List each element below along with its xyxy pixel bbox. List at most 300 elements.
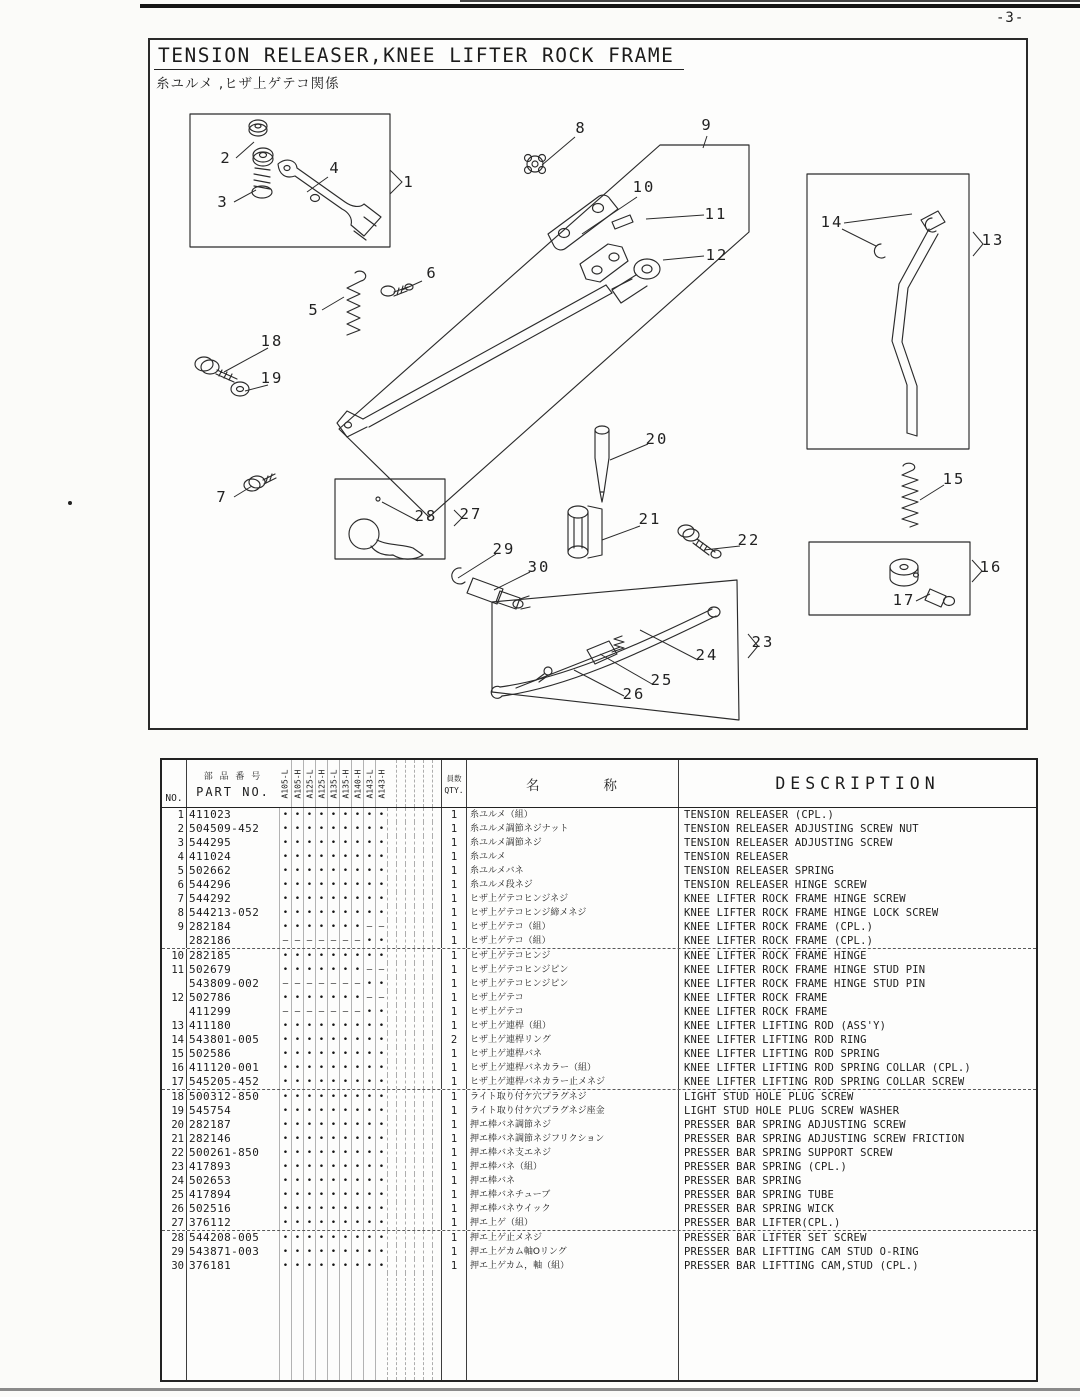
unused-cell [414,1090,423,1104]
row-no: 22 [171,1147,184,1159]
unused-cell [405,1061,414,1075]
part-number: 502786 [186,991,279,1005]
unused-cell [405,1075,414,1089]
filler [162,1273,186,1380]
part-description: TENSION RELEASER [678,850,1036,864]
quantity: 1 [441,1118,466,1132]
callout-number-18: 18 [260,332,284,350]
filler [351,1273,363,1380]
header-name-jp: 名 称 [466,760,678,807]
applicability-mark: • [315,1118,327,1132]
applicability-mark: • [375,977,387,991]
unused-cell [396,1061,405,1075]
applicability-mark: • [351,1061,363,1075]
unused-cell [423,1245,432,1259]
part-number: 411023 [186,808,279,822]
applicability-mark: • [279,1047,291,1061]
row-no: 1 [177,809,184,821]
unused-cell [387,1174,396,1188]
filler [339,1273,351,1380]
unused-cell [387,920,396,934]
applicability-mark: • [351,949,363,963]
applicability-mark: • [327,906,339,920]
unused-cell [423,808,432,822]
unused-cell [387,808,396,822]
part-name-jp: 糸ユルメ段ネジ [466,878,678,892]
applicability-mark: • [339,1245,351,1259]
part-description: TENSION RELEASER ADJUSTING SCREW [678,836,1036,850]
unused-cell [423,836,432,850]
applicability-mark: • [363,1231,375,1245]
applicability-mark: • [291,878,303,892]
applicability-mark: • [279,822,291,836]
table-row [162,864,1036,878]
quantity: 1 [441,1090,466,1104]
unused-cell [432,850,441,864]
part-description: PRESSER BAR LIFTER(CPL.) [678,1216,1036,1230]
filler [396,1273,405,1380]
applicability-mark: • [315,1202,327,1216]
row-no: 29 [171,1246,184,1258]
hinge-screw-drawing [381,284,413,296]
unused-cell [423,1061,432,1075]
quantity: 1 [441,1061,466,1075]
row-no: 8 [177,907,184,919]
part-number: 411120-001 [186,1061,279,1075]
applicability-mark: • [363,934,375,948]
unused-cell [414,1118,423,1132]
unused-cell [423,822,432,836]
applicability-mark: • [279,963,291,977]
applicability-mark: • [303,1160,315,1174]
unused-cell [387,977,396,991]
model-column-a143-h [375,760,387,807]
unused-cell [432,1047,441,1061]
unused-cell [414,850,423,864]
table-row [162,1005,1036,1019]
unused-cell [414,1047,423,1061]
callout-number-2: 2 [220,149,232,167]
table-row [162,991,1036,1005]
applicability-mark: • [327,1047,339,1061]
unused-cell [414,1104,423,1118]
model-column-label: A135-L [329,769,338,798]
applicability-mark: • [291,1231,303,1245]
row-no: 28 [171,1232,184,1244]
part-name-jp: 押エ棒バネ [466,1174,678,1188]
quantity: 1 [441,991,466,1005]
filler [186,1273,279,1380]
part-name-jp: ヒザ上ゲテコヒンジ [466,949,678,963]
applicability-mark: • [315,1033,327,1047]
unused-cell [432,1033,441,1047]
quantity: 1 [441,934,466,948]
unused-cell [387,1005,396,1019]
part-number: 544295 [186,836,279,850]
applicability-mark: • [279,1259,291,1273]
unused-cell [405,1090,414,1104]
applicability-mark: • [279,949,291,963]
unused-cell [387,991,396,1005]
applicability-mark: • [327,892,339,906]
unused-cell [423,1075,432,1089]
unused-cell [396,1231,405,1245]
quantity: 1 [441,1075,466,1089]
part-name-jp: 押エ上ゲ止メネジ [466,1231,678,1245]
part-name-jp: 糸ユルメ調節ネジナット [466,822,678,836]
applicability-mark: • [291,1104,303,1118]
unused-cell [423,1231,432,1245]
applicability-mark: • [291,1047,303,1061]
applicability-mark: – [279,977,291,991]
unused-cell [432,1259,441,1273]
filler [414,1273,423,1380]
unused-cell [423,1104,432,1118]
applicability-mark: – [315,934,327,948]
quantity: 1 [441,1259,466,1273]
unused-column [405,760,414,807]
part-description: TENSION RELEASER SPRING [678,864,1036,878]
part-name-jp: ヒザ上ゲテコヒンジ締メネジ [466,906,678,920]
row-no: 23 [171,1161,184,1173]
applicability-mark: • [375,878,387,892]
filler [303,1273,315,1380]
row-no: 2 [177,823,184,835]
page-bottom-rule [0,1388,1080,1391]
unused-cell [387,864,396,878]
inset-box-item1 [190,114,390,247]
row-no [162,977,186,991]
unused-cell [396,1146,405,1160]
applicability-mark: – [279,1005,291,1019]
part-description: PRESSER BAR SPRING TUBE [678,1188,1036,1202]
filler [441,1273,466,1380]
table-row [162,1090,1036,1104]
unused-cell [432,836,441,850]
unused-cell [423,850,432,864]
part-number: 502516 [186,1202,279,1216]
unused-cell [405,963,414,977]
table-row [162,1245,1036,1259]
applicability-mark: • [351,1146,363,1160]
table-row [162,1231,1036,1245]
row-no: 12 [171,992,184,1004]
applicability-mark: • [303,1033,315,1047]
applicability-mark: • [375,1047,387,1061]
knee-rod-assembly-drawing [491,607,720,698]
part-number: 282186 [186,934,279,948]
part-name-jp: 押エ棒バネ支エネジ [466,1146,678,1160]
lifting-rod-drawing [892,211,945,436]
unused-cell [423,1146,432,1160]
unused-cell [432,1174,441,1188]
applicability-mark: • [339,1090,351,1104]
applicability-mark: • [363,1160,375,1174]
applicability-mark: • [279,1132,291,1146]
unused-cell [423,1005,432,1019]
header-qty [441,760,466,807]
table-row [162,850,1036,864]
applicability-mark: • [339,864,351,878]
applicability-mark: – [351,934,363,948]
diagram-title-japanese: 糸ユルメ ,ヒザ上ゲテコ関係 [156,76,340,92]
unused-cell [405,1174,414,1188]
unused-cell [396,1202,405,1216]
spring-friction-drawing [568,506,602,558]
part-number: 500312-850 [186,1090,279,1104]
part-number: 282187 [186,1118,279,1132]
unused-cell [432,949,441,963]
filler [375,1273,387,1380]
applicability-mark: • [363,1118,375,1132]
applicability-mark: • [279,1245,291,1259]
applicability-mark: • [315,1090,327,1104]
part-name-jp: ヒザ上ゲ連桿バネカラー止メネジ [466,1075,678,1089]
unused-cell [432,822,441,836]
row-no [162,1005,186,1019]
part-number: 282185 [186,949,279,963]
exploded-parts-drawing [150,40,1026,728]
unused-cell [387,892,396,906]
model-column-headers [279,760,387,807]
row-no: 6 [177,879,184,891]
unused-cell [414,1188,423,1202]
filler [678,1273,1036,1380]
applicability-mark: • [327,1202,339,1216]
applicability-mark: • [303,1188,315,1202]
applicability-mark: • [279,1104,291,1118]
applicability-mark: – [339,934,351,948]
unused-cell [396,1090,405,1104]
part-name-jp: 押エ棒バネ調節ネジ [466,1118,678,1132]
applicability-mark: • [375,1061,387,1075]
part-number: 544296 [186,878,279,892]
row-no: 27 [171,1217,184,1229]
unused-cell [423,1047,432,1061]
part-description: PRESSER BAR LIFTTING CAM STUD O-RING [678,1245,1036,1259]
applicability-mark: • [327,991,339,1005]
applicability-mark: • [375,1132,387,1146]
table-row [162,808,1036,822]
model-column-label: A105-L [280,769,290,798]
applicability-mark: • [279,920,291,934]
part-number: 502679 [186,963,279,977]
filler [315,1273,327,1380]
applicability-mark: • [351,906,363,920]
part-description: TENSION RELEASER HINGE SCREW [678,878,1036,892]
callout-number-15: 15 [942,470,966,488]
applicability-mark: • [303,991,315,1005]
applicability-mark: • [303,1075,315,1089]
unused-cell [414,1160,423,1174]
applicability-mark: • [327,1231,339,1245]
unused-cell [423,1090,432,1104]
callout-leader-lines [224,136,983,696]
table-row [162,878,1036,892]
applicability-mark: • [375,1019,387,1033]
model-column-label: A125-L [305,769,314,798]
applicability-mark: • [351,892,363,906]
applicability-mark: • [327,949,339,963]
unused-cell [396,1118,405,1132]
unused-cell [414,864,423,878]
callout-number-5: 5 [308,301,320,319]
part-description: PRESSER BAR SPRING [678,1174,1036,1188]
part-number: 545754 [186,1104,279,1118]
part-description: KNEE LIFTER ROCK FRAME HINGE LOCK SCREW [678,906,1036,920]
applicability-mark: • [375,892,387,906]
applicability-mark: • [303,906,315,920]
applicability-mark: • [315,1061,327,1075]
page-top-rule [140,4,1080,8]
applicability-mark: • [315,1047,327,1061]
tension-spring-drawing [347,271,366,335]
quantity: 1 [441,1047,466,1061]
unused-cell [405,934,414,948]
applicability-mark: • [315,1259,327,1273]
part-name-jp: ヒザ上ゲテコ [466,1005,678,1019]
applicability-mark: – [303,1005,315,1019]
unused-cell [432,977,441,991]
applicability-mark: • [363,808,375,822]
applicability-mark: • [303,1019,315,1033]
applicability-mark: • [351,822,363,836]
table-row [162,1118,1036,1132]
applicability-mark: • [303,1104,315,1118]
part-description: KNEE LIFTER ROCK FRAME HINGE STUD PIN [678,977,1036,991]
part-name-jp: ヒザ上ゲテコ [466,991,678,1005]
applicability-mark: • [291,1188,303,1202]
applicability-mark: • [363,822,375,836]
applicability-mark: • [339,1216,351,1230]
part-number: 376181 [186,1259,279,1273]
applicability-mark: • [375,1104,387,1118]
part-description: KNEE LIFTER ROCK FRAME [678,1005,1036,1019]
applicability-mark: • [327,878,339,892]
applicability-mark: • [291,1019,303,1033]
unused-cell [432,1202,441,1216]
applicability-mark: • [291,836,303,850]
callout-number-28: 28 [414,507,438,525]
applicability-mark: • [279,1075,291,1089]
applicability-mark: • [363,1047,375,1061]
applicability-mark: • [327,1146,339,1160]
unused-cell [423,1118,432,1132]
filler [432,1273,441,1380]
quantity: 1 [441,1005,466,1019]
part-number: 500261-850 [186,1146,279,1160]
unused-cell [396,836,405,850]
applicability-mark: • [279,892,291,906]
unused-cell [423,878,432,892]
applicability-mark: • [339,1118,351,1132]
applicability-mark: • [339,1174,351,1188]
part-name-jp: 押エ棒バネ（組） [466,1160,678,1174]
unused-columns [387,760,441,807]
applicability-mark: • [375,1174,387,1188]
applicability-mark: • [279,1090,291,1104]
table-row [162,1202,1036,1216]
applicability-mark: • [291,949,303,963]
model-column-label: A143-L [365,769,374,798]
part-description: LIGHT STUD HOLE PLUG SCREW [678,1090,1036,1104]
unused-cell [414,963,423,977]
quantity: 1 [441,822,466,836]
applicability-mark: • [327,1075,339,1089]
model-column-label: A143-H [377,769,386,798]
unused-cell [423,1174,432,1188]
unused-cell [423,1033,432,1047]
quantity: 1 [441,850,466,864]
quantity: 1 [441,878,466,892]
part-number: 543809-002 [186,977,279,991]
row-no: 9 [177,921,184,933]
table-row [162,977,1036,991]
applicability-mark: • [327,1188,339,1202]
part-number: 376112 [186,1216,279,1230]
applicability-mark: • [303,808,315,822]
model-column-label: A140-H [353,769,362,798]
unused-cell [414,1075,423,1089]
unused-cell [387,850,396,864]
unused-cell [396,808,405,822]
part-description: KNEE LIFTER ROCK FRAME HINGE STUD PIN [678,963,1036,977]
unused-cell [414,836,423,850]
unused-cell [387,1259,396,1273]
applicability-mark: • [375,1005,387,1019]
applicability-mark: – [291,977,303,991]
callout-number-21: 21 [638,510,662,528]
hinge-stud-pin-drawing [612,215,633,229]
part-number: 502662 [186,864,279,878]
applicability-mark: • [375,1231,387,1245]
applicability-mark: • [363,1202,375,1216]
unused-cell [414,1216,423,1230]
applicability-mark: • [291,1033,303,1047]
applicability-mark: • [375,1188,387,1202]
row-no: 13 [171,1020,184,1032]
part-number: 411180 [186,1019,279,1033]
unused-cell [423,949,432,963]
applicability-mark: • [351,836,363,850]
applicability-mark: • [315,991,327,1005]
applicability-mark: • [351,1104,363,1118]
parts-table-empty-area [162,1273,1036,1380]
unused-cell [396,977,405,991]
part-name-jp: ヒザ上ゲ連桿（組） [466,1019,678,1033]
callout-number-13: 13 [981,231,1005,249]
unused-cell [405,1245,414,1259]
part-number: 545205-452 [186,1075,279,1089]
applicability-mark: • [291,991,303,1005]
quantity: 1 [441,1174,466,1188]
parts-table [160,758,1038,1382]
applicability-mark: • [339,892,351,906]
unused-cell [432,934,441,948]
callout-number-3: 3 [217,193,229,211]
unused-cell [414,906,423,920]
model-column-a125-h [315,760,327,807]
applicability-mark: • [315,1104,327,1118]
unused-cell [432,1005,441,1019]
applicability-mark: • [363,1061,375,1075]
quantity: 1 [441,1160,466,1174]
applicability-mark: – [303,934,315,948]
applicability-mark: • [315,1075,327,1089]
applicability-mark: • [315,906,327,920]
unused-cell [414,1132,423,1146]
unused-cell [387,1090,396,1104]
